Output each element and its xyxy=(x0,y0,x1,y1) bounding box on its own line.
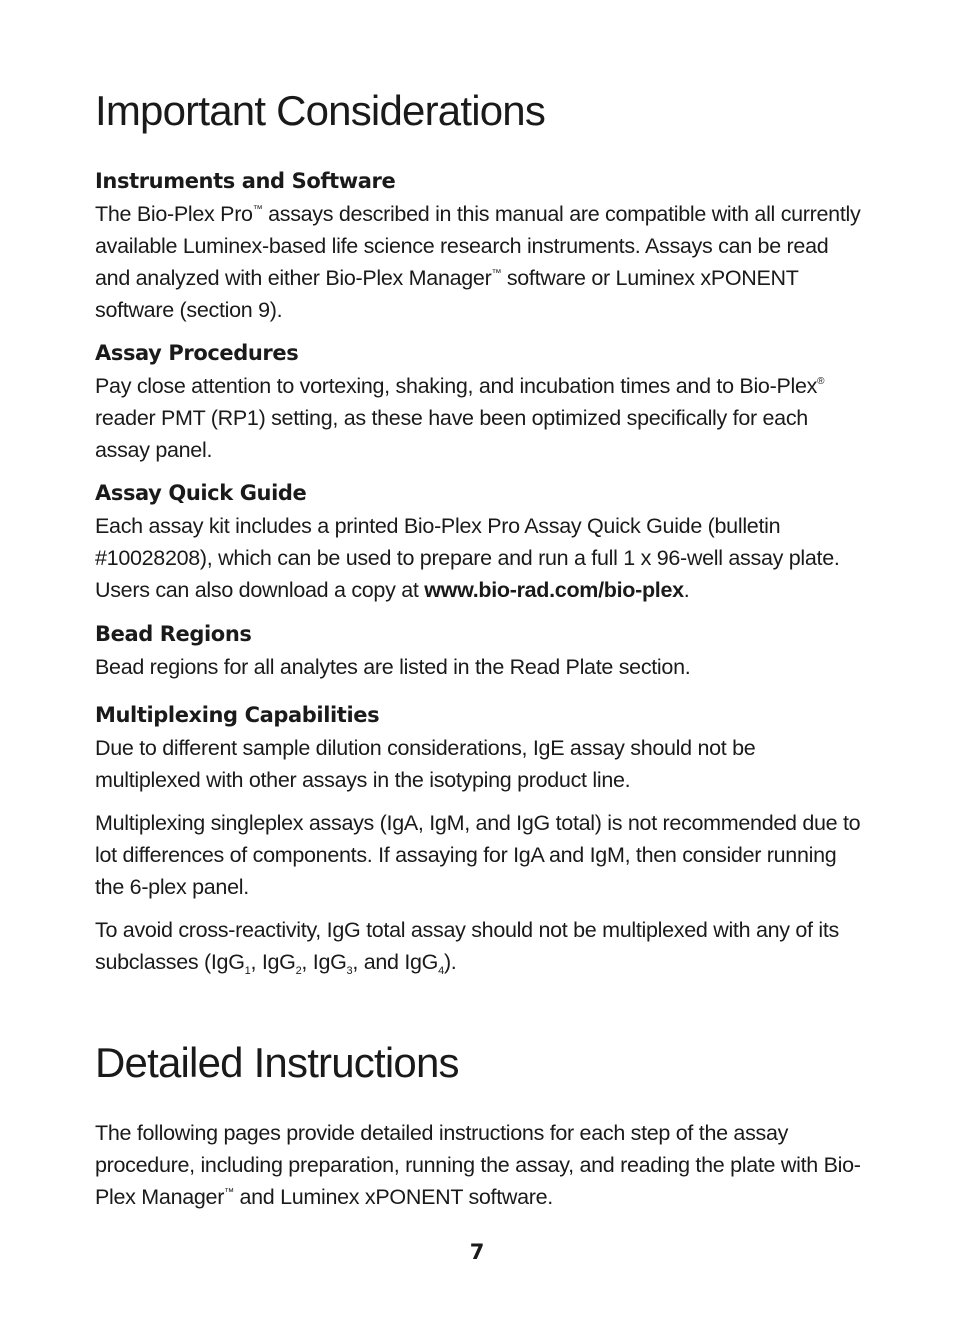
section-body: To avoid cross-reactivity, IgG total assay should not be multiplexed with any of its subclasses (IgG$_1$, IgG$_2$, IgG$_3$, and IgG$_4$). xyxy=(95,917,839,977)
trademark-symbol: ™ xyxy=(491,267,502,279)
page-number: 7 xyxy=(469,1240,485,1264)
section-body: Due to different sample dilution considerations, IgE assay should not be multiplexed with other assays in the isotyping product line. xyxy=(95,735,756,792)
section-heading: Assay Quick Guide xyxy=(95,481,307,505)
section-heading: Assay Procedures xyxy=(95,341,299,365)
section-assay-procedures xyxy=(95,338,865,466)
trademark-symbol: ™ xyxy=(252,203,263,215)
page-title-detailed-instructions: Detailed Instructions xyxy=(95,1039,459,1086)
section-assay-quick-guide xyxy=(95,478,865,606)
section-bead-regions xyxy=(95,619,865,683)
section-body: Each assay kit includes a printed Bio-Plex Pro Assay Quick Guide (bulletin #10028208), which can be used to prepare and run a full 1 x 96-well assay plate. Users can also download a copy at www.bio-rad.com/bio-plex. xyxy=(95,513,840,602)
page-title-important-considerations: Important Considerations xyxy=(95,87,546,134)
section-body: The Bio-Plex Pro™ assays described in this manual are compatible with all currently available Luminex-based life science research instruments. Assays can be read and analyzed with either Bio-Plex Manager™ software or Luminex xPONENT software (section 9). xyxy=(95,201,861,322)
trademark-symbol: ™ xyxy=(224,1187,234,1198)
bio-plex-website-link[interactable]: www.bio-rad.com/bio-plex xyxy=(424,577,684,602)
section-heading: Bead Regions xyxy=(95,622,252,646)
section-heading: Instruments and Software xyxy=(95,169,396,193)
section-detailed-instructions xyxy=(95,1117,865,1213)
section-body: Bead regions for all analytes are listed in the Read Plate section. xyxy=(95,654,691,679)
section-instruments-and-software xyxy=(95,166,865,326)
section-heading: Multiplexing Capabilities xyxy=(95,703,380,727)
section-body: Multiplexing singleplex assays (IgA, IgM, and IgG total) is not recommended due to lot differences of components. If assaying for IgA and IgM, then consider running the 6-plex panel. xyxy=(95,810,861,899)
registered-symbol: ® xyxy=(817,375,825,387)
section-body: The following pages provide detailed instructions for each step of the assay procedure, including preparation, running the assay, and reading the plate with Bio-Plex Manager™ and Luminex xPONENT software. xyxy=(95,1121,861,1209)
section-body: Pay close attention to vortexing, shaking, and incubation times and to Bio-Plex® reader PMT (RP1) setting, as these have been optimized specifically for each assay panel. xyxy=(95,373,825,462)
section-multiplexing-capabilities xyxy=(95,700,865,978)
